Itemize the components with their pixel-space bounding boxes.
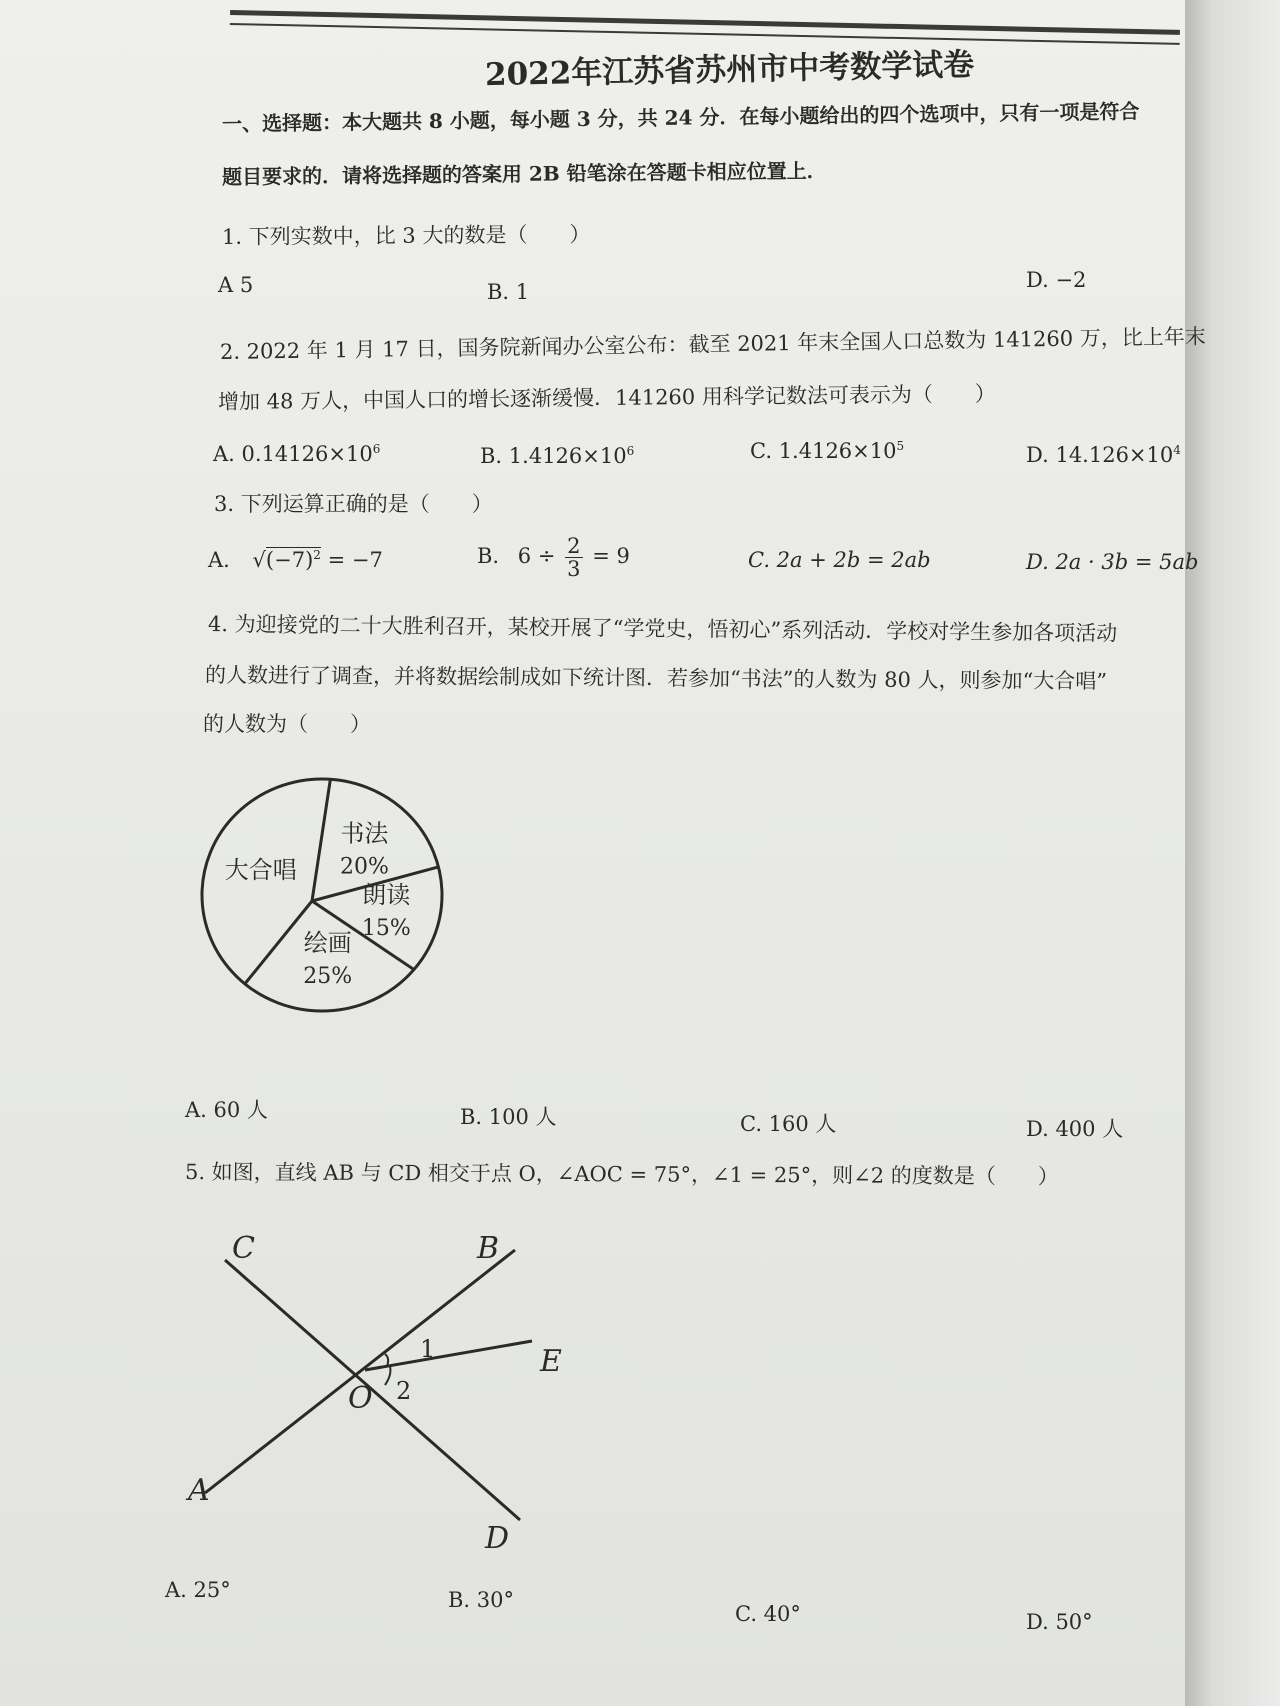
pie-chart [200, 765, 470, 1025]
pie-label: 书法 [340, 819, 389, 848]
question-3-stem: 3. 下列运算正确的是（ ） [214, 492, 493, 516]
q3-option-a-exp: 2 [313, 548, 321, 562]
q2-option-a-exp: 6 [372, 442, 381, 456]
q2-option-d[interactable] [1026, 443, 1181, 468]
q5-option-c[interactable]: C. 40° [735, 1602, 801, 1626]
q5-option-b[interactable]: B. 30° [448, 1588, 515, 1612]
q3-option-c[interactable]: C. 2a + 2b = 2ab [748, 548, 931, 572]
question-2-stem-line1: 2. 2022 年 1 月 17 日，国务院新闻办公室公布：截至 2021 年末全国人口总数为 141260 万，比上年末 [219, 324, 1206, 364]
q2-option-c-label: C. [750, 439, 772, 463]
q5-option-a[interactable]: A. 25° [165, 1578, 231, 1602]
label-o: O [348, 1381, 373, 1416]
angle-1-arc [385, 1354, 388, 1366]
label-d: D [485, 1521, 510, 1556]
q3-option-b-pre: 6 ÷ [517, 544, 556, 569]
label-b: B [477, 1231, 500, 1266]
q4-option-c[interactable]: C. 160 人 [740, 1112, 837, 1136]
q2-option-a[interactable] [213, 442, 380, 467]
q2-option-c[interactable] [750, 439, 904, 464]
pie-label: 朗读 [362, 880, 411, 909]
q2-option-b-mantissa: 1.4126×10 [508, 444, 627, 468]
q3-option-d[interactable]: D. 2a · 3b = 5ab [1026, 550, 1199, 574]
pie-slice-boundary [245, 901, 312, 984]
q1-option-d[interactable]: D. −2 [1026, 268, 1087, 292]
label-angle-1: 1 [420, 1335, 436, 1363]
fraction [565, 535, 582, 580]
pie-label: 绘画 [303, 928, 352, 957]
q3-option-b-rhs: = 9 [592, 544, 630, 569]
fraction-denominator: 3 [567, 557, 581, 582]
question-5-stem: 5. 如图，直线 AB 与 CD 相交于点 O，∠AOC = 75°，∠1 = 25°，则∠2 的度数是（ ） [184, 1160, 1059, 1189]
question-2-stem-line2: 增加 48 万人，中国人口的增长逐渐缓慢．141260 用科学记数法可表示为（ ） [217, 381, 996, 414]
q4-option-a[interactable]: A. 60 人 [185, 1098, 268, 1122]
q2-option-a-label: A. [213, 442, 235, 466]
q3-option-a-label: A. [208, 548, 230, 572]
section-heading-line2: 题目要求的．请将选择题的答案用 2B 铅笔涂在答题卡相应位置上． [221, 158, 827, 189]
angle-2-arc [385, 1366, 390, 1385]
label-angle-2: 2 [396, 1377, 412, 1405]
question-4-stem-line2: 的人数进行了调查，并将数据绘制成如下统计图．若参加“书法”的人数为 80 人，则参加“大合唱” [204, 663, 1108, 694]
q2-option-b-label: B. [480, 444, 503, 468]
q3-option-a-inner: (−7) [265, 548, 314, 572]
q3-option-b-label: B. [477, 544, 500, 569]
q2-option-a-mantissa: 0.14126×10 [241, 442, 373, 466]
label-c: C [232, 1231, 255, 1266]
question-4-stem-line1: 4. 为迎接党的二十大胜利召开，某校开展了“学党史，悟初心”系列活动．学校对学生参加各项活动 [207, 612, 1118, 646]
fraction-numerator: 2 [567, 534, 581, 558]
q2-option-b[interactable] [480, 444, 634, 469]
q2-option-c-mantissa: 1.4126×10 [778, 439, 897, 463]
q2-option-d-mantissa: 14.126×10 [1055, 443, 1174, 467]
question-4-stem-line3: 的人数为（ ） [203, 712, 371, 736]
q1-option-a[interactable]: A 5 [218, 273, 254, 297]
q3-option-a[interactable] [208, 548, 383, 573]
pie-slice-boundary [312, 779, 330, 901]
q4-option-d[interactable]: D. 400 人 [1026, 1117, 1124, 1141]
ray-oe [365, 1341, 532, 1370]
pie-label: 大合唱 [224, 855, 297, 884]
geometry-figure [170, 1225, 590, 1565]
q1-option-b[interactable]: B. 1 [487, 280, 530, 304]
question-1-stem: 1. 下列实数中，比 3 大的数是（ ） [221, 222, 591, 249]
q2-option-d-label: D. [1026, 443, 1049, 467]
paper-edge [1185, 0, 1280, 1706]
q2-option-c-exp: 5 [896, 439, 905, 453]
q2-option-d-exp: 4 [1173, 443, 1181, 457]
q2-option-b-exp: 6 [626, 444, 635, 458]
q3-option-b[interactable] [477, 535, 630, 580]
q5-option-d[interactable]: D. 50° [1026, 1610, 1093, 1634]
q4-option-b[interactable]: B. 100 人 [460, 1105, 557, 1129]
q3-option-a-rhs: = −7 [327, 548, 383, 572]
sqrt-radicand [266, 547, 321, 572]
pie-percent-label: 15% [361, 915, 411, 941]
section-heading-line1: 一、选择题：本大题共 8 小题，每小题 3 分，共 24 分．在每小题给出的四个选项中，只有一项是符合 [221, 99, 1140, 136]
pie-percent-label: 25% [303, 963, 353, 989]
label-a: A [188, 1473, 210, 1508]
pie-percent-label: 20% [339, 854, 389, 880]
label-e: E [540, 1344, 562, 1379]
line-ab [205, 1250, 515, 1493]
exam-title: 2022年江苏省苏州市中考数学试卷 [484, 46, 975, 94]
sqrt-sign: √ [252, 548, 266, 572]
